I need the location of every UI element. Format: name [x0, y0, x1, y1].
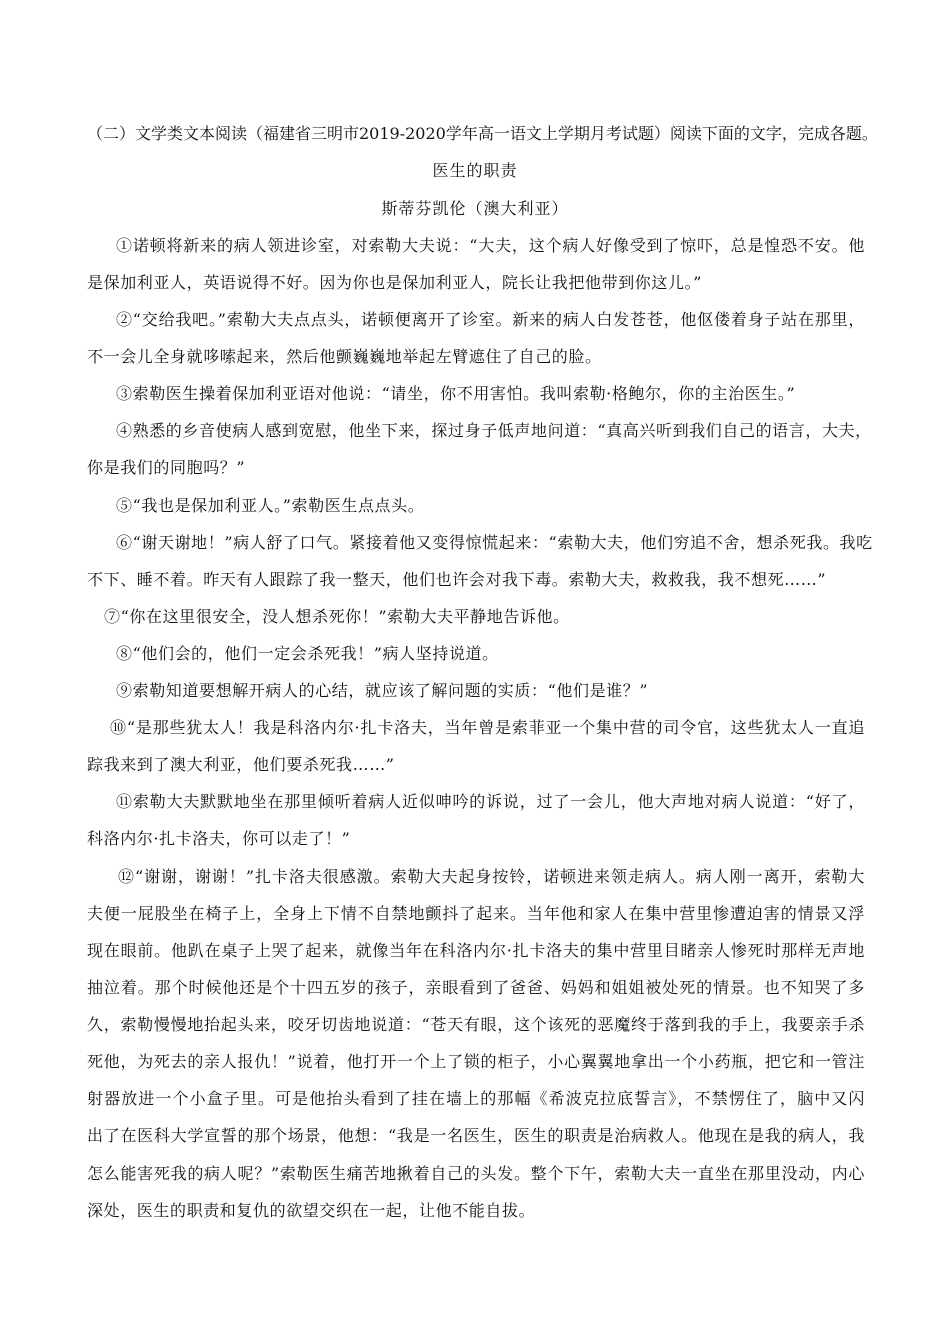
article-author: 斯蒂芬凯伦（澳大利亚） [381, 199, 569, 218]
paragraph-line: 是保加利亚人，英语说得不好。因为你也是保加利亚人，院长让我把他带到你这儿。” [87, 273, 702, 292]
paragraph-line: ⑤“我也是保加利亚人。”索勒医生点点头。 [116, 496, 425, 515]
paragraph-line: 死他，为死去的亲人报仇！”说着，他打开一个上了锁的柜子，小心翼翼地拿出一个小药瓶，把它和一管注 [87, 1052, 865, 1071]
paragraph-line: ⑧“他们会的，他们一定会杀死我！”病人坚持说道。 [116, 644, 499, 663]
paragraph-line: 现在眼前。他趴在桌子上哭了起来，就像当年在科洛内尔·扎卡洛夫的集中营里目睹亲人惨死时那样无声地 [87, 941, 865, 960]
paragraph-line: ⑦“你在这里很安全，没人想杀死你！”索勒大夫平静地告诉他。 [104, 607, 570, 626]
paragraph-line: 踪我来到了澳大利亚，他们要杀死我……” [87, 755, 395, 774]
paragraph-line: 你是我们的同胞吗？” [87, 458, 246, 477]
paragraph-line: ⑨索勒知道要想解开病人的心结，就应该了解问题的实质：“他们是谁？” [116, 681, 649, 700]
paragraph-line: ⑩“是那些犹太人！我是科洛内尔·扎卡洛夫，当年曾是索菲亚一个集中营的司令官，这些犹太人一直追 [110, 718, 865, 737]
paragraph-line: ⑪索勒大夫默默地坐在那里倾听着病人近似呻吟的诉说，过了一会儿，他大声地对病人说道：“好了， [116, 792, 865, 811]
paragraph-line: 久，索勒慢慢地抬起头来，咬牙切齿地说道：“苍天有眼，这个该死的恶魔终于落到我的手上，我要亲手杀 [87, 1015, 865, 1034]
paragraph-line: 抽泣着。那个时候他还是个十四五岁的孩子，亲眼看到了爸爸、妈妈和姐姐被处死的情景。也不知哭了多 [87, 978, 865, 997]
paragraph-line: 射器放进一个小盒子里。可是他抬头看到了挂在墙上的那幅《希波克拉底誓言》，不禁愣住了，脑中又闪 [87, 1089, 865, 1108]
paragraph-line: 夫便一屁股坐在椅子上，全身上下情不自禁地颤抖了起来。当年他和家人在集中营里惨遭迫害的情景又浮 [87, 904, 865, 923]
paragraph-line: 深处，医生的职责和复仇的欲望交织在一起，让他不能自拔。 [87, 1201, 536, 1220]
paragraph-line: 不一会儿全身就哆嗦起来，然后他颤巍巍地举起左臂遮住了自己的脸。 [87, 347, 602, 366]
paragraph-line: ③索勒医生操着保加利亚语对他说：“请坐，你不用害怕。我叫索勒·格鲍尔，你的主治医生。” [116, 384, 796, 403]
paragraph-line: 怎么能害死我的病人呢？”索勒医生痛苦地揪着自己的头发。整个下午，索勒大夫一直坐在那里没动，内心 [87, 1164, 865, 1183]
paragraph-line: ④熟悉的乡音使病人感到宽慰，他坐下来，探过身子低声地问道：“真高兴听到我们自己的语言，大夫， [116, 421, 872, 440]
paragraph-line: 出了在医科大学宣誓的那个场景，他想：“我是一名医生，医生的职责是治病救人。他现在是我的病人，我 [87, 1126, 865, 1145]
section-heading: （二）文学类文本阅读（福建省三明市2019-2020学年高一语文上学期月考试题）阅读下面的文字，完成各题。 [87, 124, 878, 143]
paragraph-line: 科洛内尔·扎卡洛夫，你可以走了！” [87, 829, 351, 848]
article-title: 医生的职责 [432, 161, 518, 180]
paragraph-line: 不下、睡不着。昨天有人跟踪了我一整天，他们也许会对我下毒。索勒大夫，救救我，我不想死……” [87, 570, 827, 589]
paragraph-line: ⑥“谢天谢地！”病人舒了口气。紧接着他又变得惊慌起来：“索勒大夫，他们穷追不舍，想杀死我。我吃 [116, 533, 873, 552]
paragraph-line: ①诺顿将新来的病人领进诊室，对索勒大夫说：“大夫，这个病人好像受到了惊吓，总是惶恐不安。他 [116, 236, 865, 255]
paragraph-line: ⑫“谢谢，谢谢！”扎卡洛夫很感激。索勒大夫起身按铃，诺顿进来领走病人。病人刚一离开，索勒大 [118, 867, 865, 886]
paragraph-line: ②“交给我吧。”索勒大夫点点头，诺顿便离开了诊室。新来的病人白发苍苍，他伛偻着身子站在那里， [116, 310, 865, 329]
